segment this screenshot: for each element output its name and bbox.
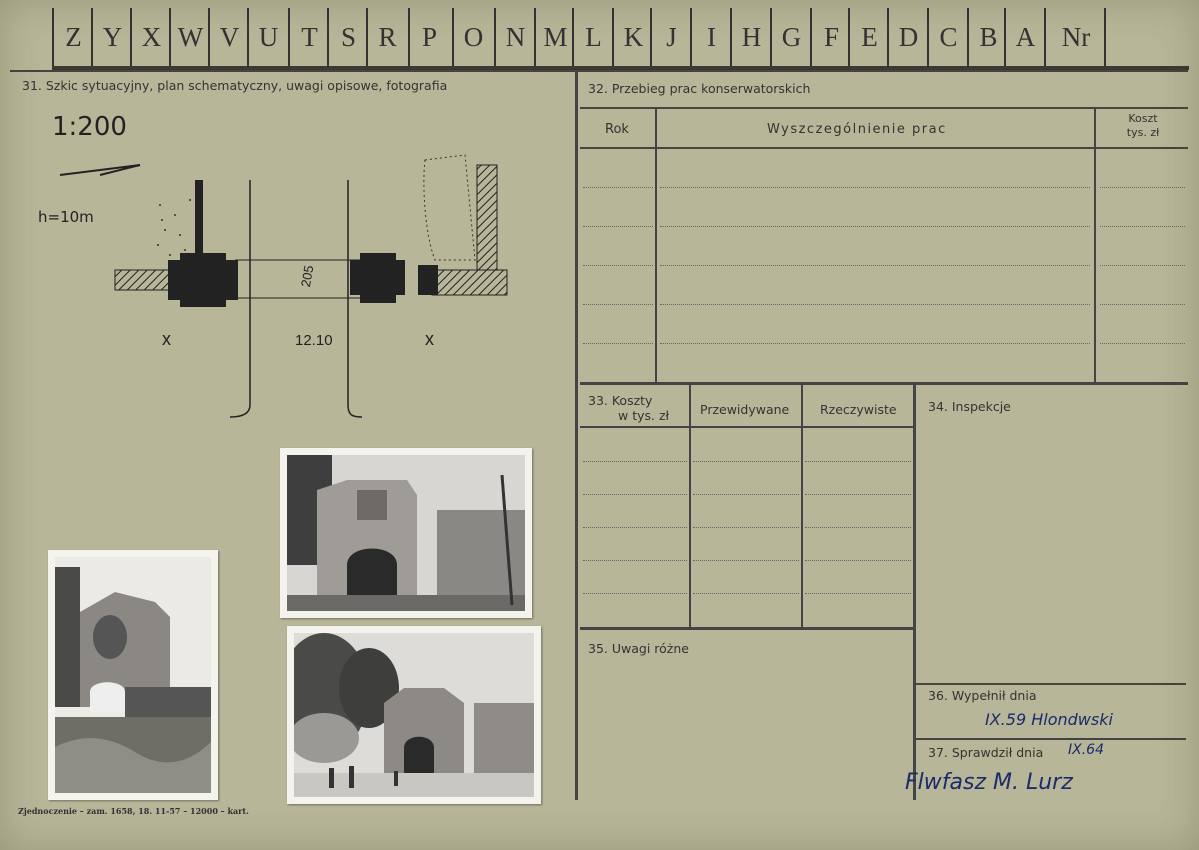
index-letter-p: P: [408, 8, 449, 66]
section33-title-line1: 33. Koszty: [588, 393, 653, 408]
index-letter-j: J: [650, 8, 691, 66]
index-letter-g: G: [770, 8, 811, 66]
work-row-line: [583, 265, 653, 266]
index-letter-x: X: [130, 8, 171, 66]
index-letter-a: A: [1004, 8, 1045, 66]
work-row-line: [660, 187, 1090, 188]
work-row-line: [1100, 265, 1185, 266]
section31-top-rule: [10, 70, 575, 72]
cost-row-line: [583, 494, 687, 495]
checker-signature: Flwfasz M. Lurz: [905, 770, 1073, 795]
index-letter-c: C: [927, 8, 968, 66]
dimension-depth-label: 205: [297, 264, 317, 289]
north-arrow-icon: [60, 165, 140, 175]
section36-title: 36. Wypełnił dnia: [928, 688, 1037, 703]
right-earth-outline: [424, 155, 475, 260]
cost-row-line: [805, 560, 911, 561]
left-pillar: [168, 253, 238, 307]
col-planned-header: Przewidywane: [700, 402, 790, 417]
photo-gate-front: [280, 448, 532, 618]
section35-title: 35. Uwagi różne: [588, 641, 689, 656]
index-letter-s: S: [327, 8, 368, 66]
index-letter-f: F: [810, 8, 851, 66]
index-letter-y: Y: [91, 8, 132, 66]
col-actual-header: Rzeczywiste: [820, 402, 897, 417]
index-letter-z: Z: [52, 8, 93, 66]
index-letter-strip: [52, 8, 1142, 66]
work-row-line: [583, 304, 653, 305]
cost-row-line: [805, 461, 911, 462]
section32-top-rule: [578, 70, 1188, 72]
section37-title: 37. Sprawdził dnia: [928, 745, 1044, 760]
right-wall-return: [477, 165, 497, 270]
filled-date-value: IX.59 Hlondwski: [985, 710, 1113, 729]
index-letter-w: W: [169, 8, 210, 66]
col-desc-header: Wyszczególnienie prac: [767, 122, 947, 137]
col-year-header: Rok: [605, 122, 629, 137]
dimension-width-label: 12.10: [295, 332, 333, 349]
index-letter-d: D: [887, 8, 928, 66]
cost-row-line: [693, 593, 799, 594]
work-row-line: [660, 343, 1090, 344]
index-letter-m: M: [534, 8, 575, 66]
work-row-line: [660, 265, 1090, 266]
work-row-line: [583, 187, 653, 188]
cost-row-line: [583, 560, 687, 561]
cost-row-line: [805, 527, 911, 528]
work-row-line: [660, 226, 1090, 227]
work-row-line: [583, 226, 653, 227]
work-row-line: [1100, 304, 1185, 305]
work-row-line: [583, 343, 653, 344]
work-row-line: [660, 304, 1090, 305]
cost-row-line: [583, 461, 687, 462]
site-sketch: [40, 105, 520, 435]
index-letter-b: B: [967, 8, 1008, 66]
index-letter-e: E: [848, 8, 889, 66]
cost-row-line: [693, 494, 799, 495]
section-mark-right: x: [425, 329, 434, 349]
index-letter-l: L: [572, 8, 613, 66]
index-letter-i: I: [690, 8, 731, 66]
photo-gate-street: [287, 626, 541, 804]
cost-row-line: [805, 494, 911, 495]
checked-date-value: IX.64: [1068, 742, 1104, 758]
work-row-line: [1100, 187, 1185, 188]
cost-row-line: [693, 461, 799, 462]
index-letter-o: O: [452, 8, 493, 66]
index-letter-t: T: [288, 8, 329, 66]
index-letter-h: H: [730, 8, 771, 66]
section33-title-line2: w tys. zł: [618, 408, 670, 423]
left-earth-dots: [157, 199, 191, 256]
index-letter-u: U: [247, 8, 288, 66]
index-letter-k: K: [612, 8, 653, 66]
scale-label: 1:200: [52, 112, 127, 142]
cost-row-line: [583, 593, 687, 594]
right-wall: [432, 270, 507, 295]
cost-row-line: [693, 560, 799, 561]
height-label: h=10m: [38, 208, 94, 226]
work-row-line: [1100, 343, 1185, 344]
cost-row-line: [693, 527, 799, 528]
section32-title: 32. Przebieg prac konserwatorskich: [588, 81, 811, 96]
section31-title: 31. Szkic sytuacyjny, plan schematyczny, uwagi opisowe, fotografia: [22, 78, 448, 93]
left-wall: [115, 270, 170, 290]
cost-row-line: [805, 593, 911, 594]
work-row-line: [1100, 226, 1185, 227]
index-letter-v: V: [208, 8, 249, 66]
cost-row-line: [583, 527, 687, 528]
section-mark-left: x: [162, 329, 171, 349]
photo-gate-oblique: [48, 550, 218, 800]
section34-title: 34. Inspekcje: [928, 399, 1011, 414]
index-letter-n: N: [494, 8, 535, 66]
index-letter-r: R: [366, 8, 407, 66]
col-cost-header: Koszt tys. zł: [1126, 112, 1160, 139]
main-divider: [575, 70, 578, 800]
print-footer: Zjednoczenie – zam. 1658, 18. 11-57 – 12000 – kart.: [18, 806, 249, 816]
index-nr-label: Nr: [1044, 8, 1106, 66]
